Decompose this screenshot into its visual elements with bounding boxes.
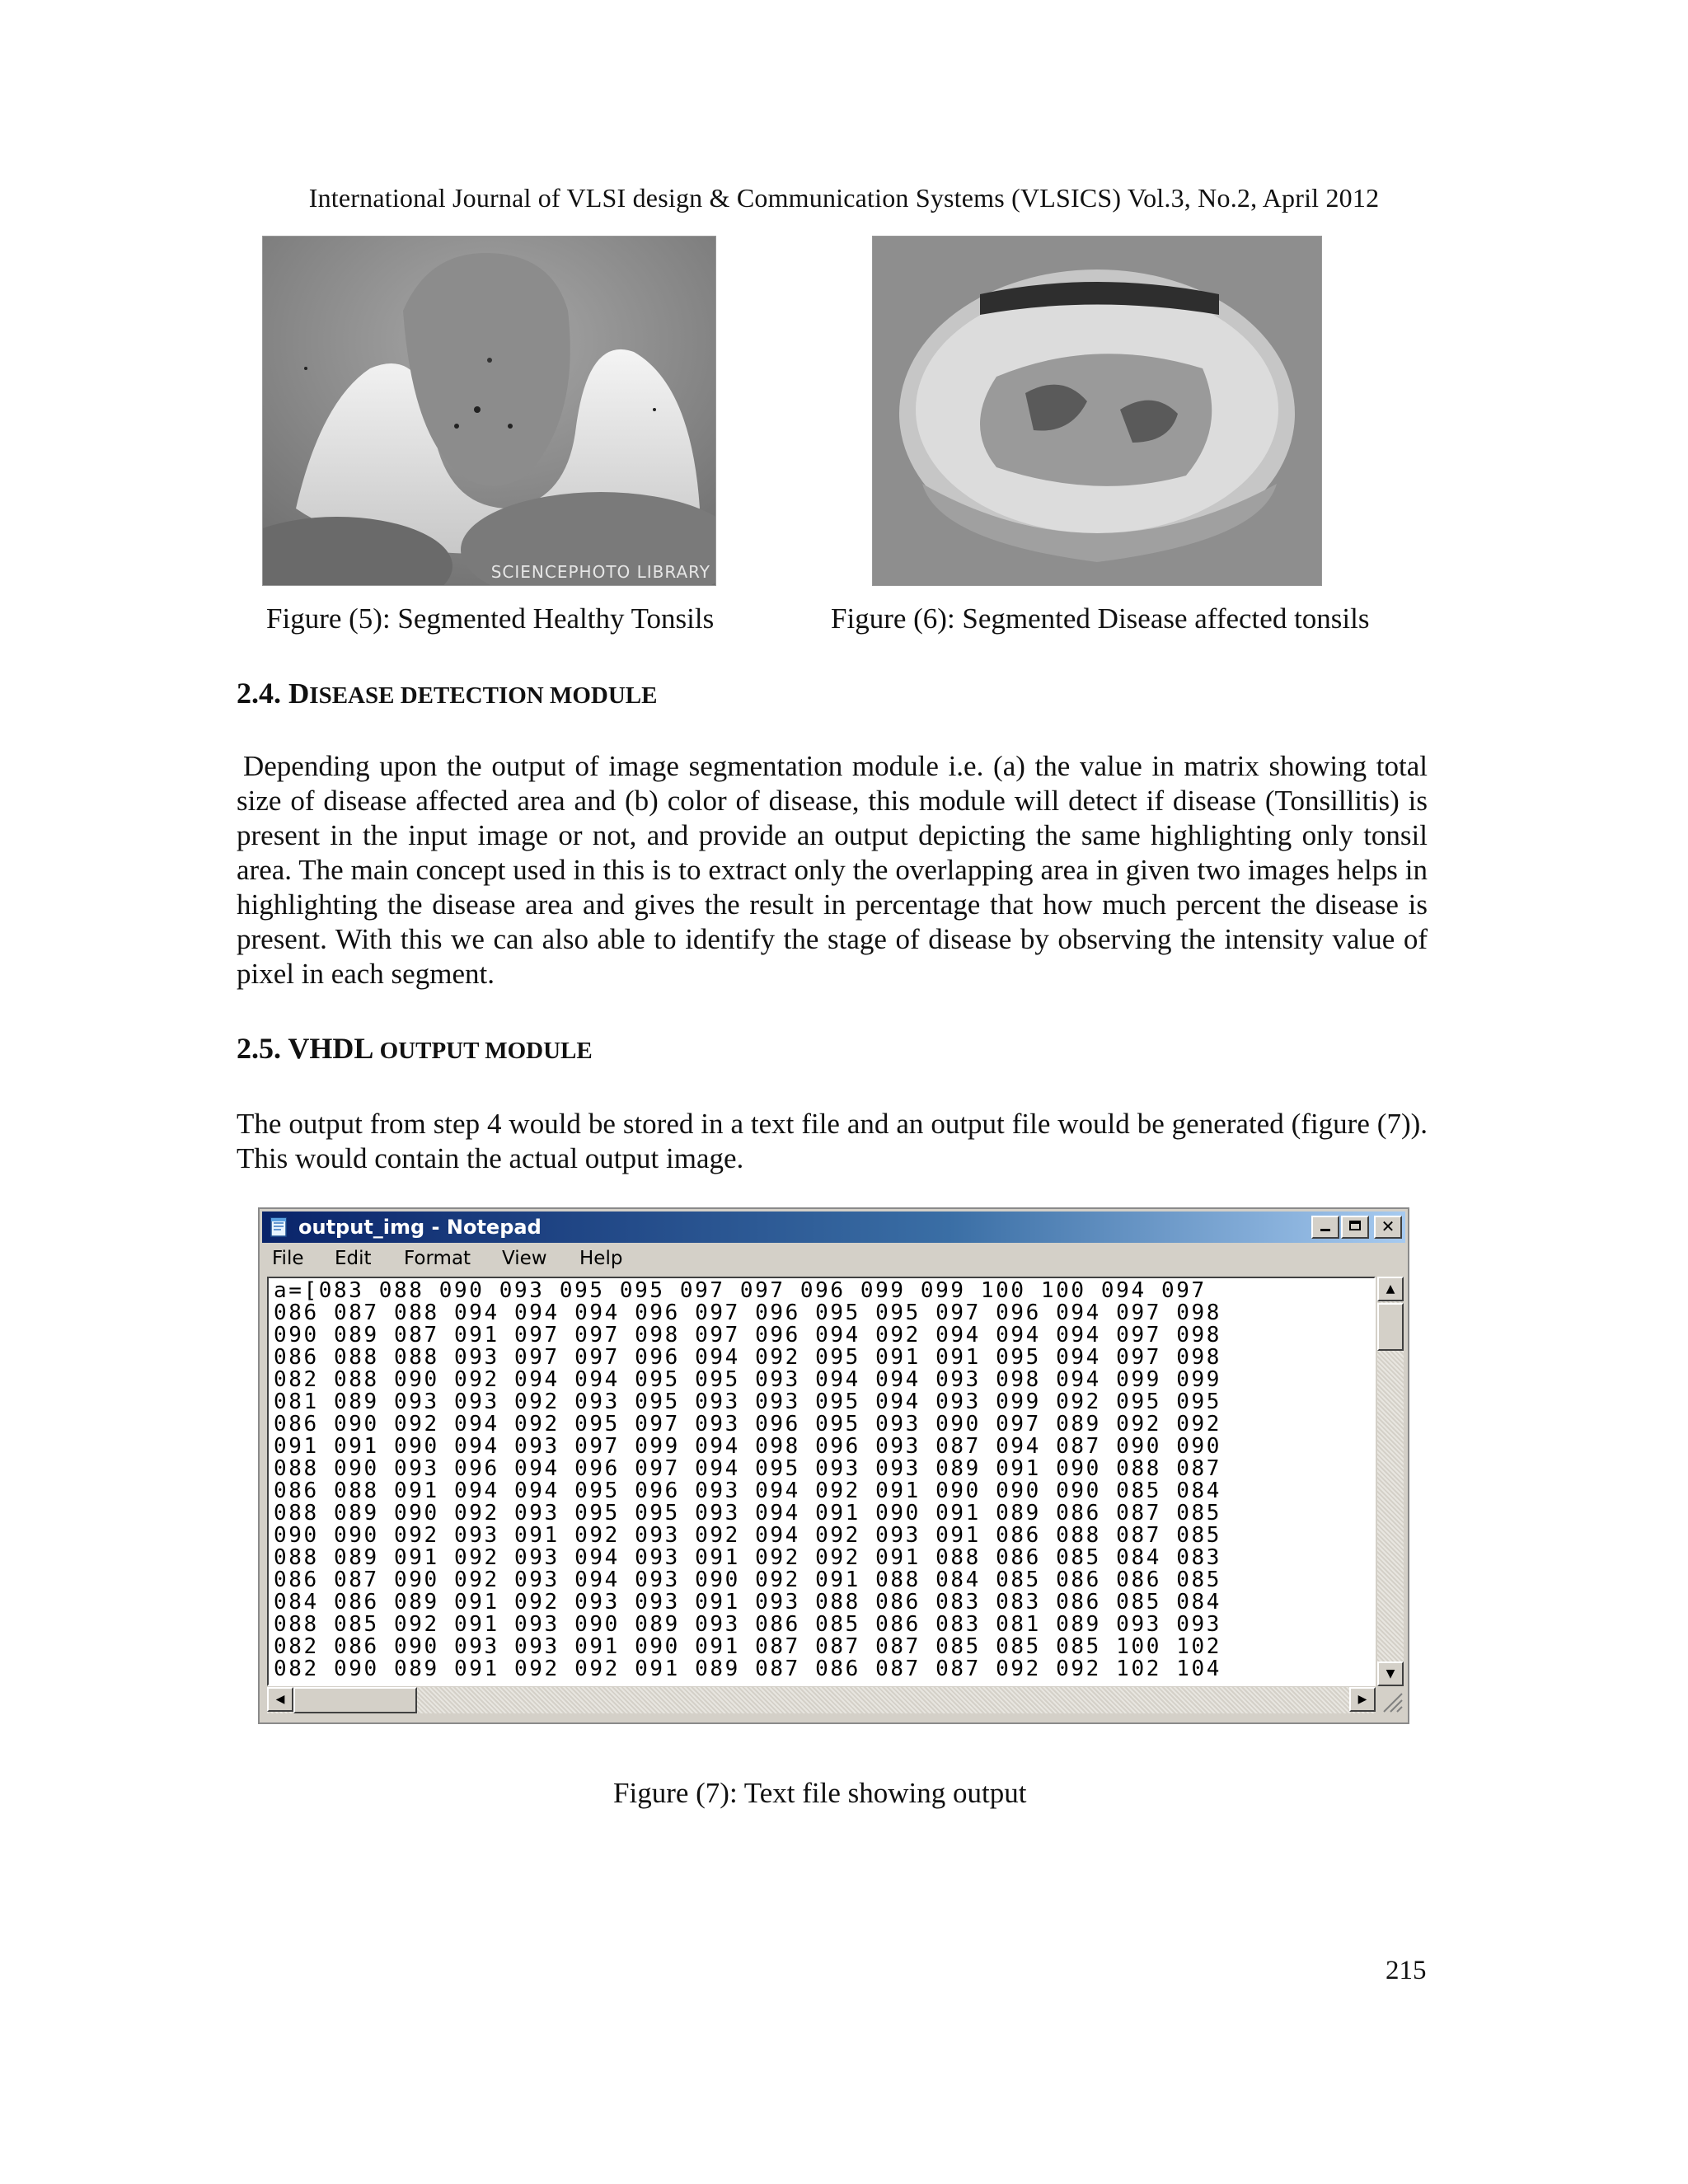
section-2-5-paragraph: The output from step 4 would be stored in a text file and an output file would be generated (figure (7)). This would contain the actual output image.: [237, 1108, 1428, 1174]
scroll-up-button[interactable]: ▲: [1377, 1277, 1404, 1301]
resize-grip-icon[interactable]: [1377, 1687, 1404, 1713]
menu-file[interactable]: File: [272, 1248, 304, 1269]
notepad-content[interactable]: a=[083 088 090 093 095 095 097 097 096 099 099 100 100 094 097 086 087 088 094 094 094 096 097 096 095 095 097 096 094 097 098 090 089 087 091 097 097 098 097 096 094 092 094 094 094 097 098 086 088 088 093 097 097 096 094 092 095 091 091 095 094 097 098 082 088 090 092 094 094 095 095 093 094 094 093 098 094 099 099 081 089 093 093 092 093 095 093 093 095 094 093 099 092 095 095 086 090 092 094 092 095 097 093 096 095 093 090 097 089 092 092 091 091 090 094 093 097 099 094 098 096 093 087 094 087 090 090 088 090 093 096 094 096 097 094 095 093 093 089 091 090 088 087 086 088 091 094 094 095 096 093 094 092 091 090 090 090 085 084 088 089 090 092 093 095 095 093 094 091 090 091 089 086 087 085 090 090 092 093 091 092 093 092 094 092 093 091 086 088 087 085 088 089 091 092 093 094 093 091 092 092 091 088 086 085 084 083 086 087 090 092 093 094 093 090 092 091 088 084 085 086 086 085 084 086 089 091 092 093 093 091 093 088 086 083 083 086 085 084 088 085 092 091 093 090 089 093 086 085 086 083 081 089 093 093 082 086 090 093 093 091 090 091 087 087 087 085 085 085 100 102 082 090 089 091 092 092 091 089 087 086 087 087 092 092 102 104: [274, 1278, 1221, 1681]
notepad-titlebar[interactable]: [262, 1212, 1405, 1243]
horizontal-scroll-thumb[interactable]: [293, 1687, 417, 1713]
vertical-scrollbar[interactable]: [1377, 1277, 1404, 1686]
notepad-window: [258, 1207, 1409, 1724]
running-header: International Journal of VLSI design & Communication Systems (VLSICS) Vol.3, No.2, April 2012: [308, 183, 1380, 213]
close-icon: ✕: [1381, 1216, 1395, 1236]
figure-5-watermark: SCIENCEPHOTO LIBRARY: [490, 562, 710, 582]
scroll-down-button[interactable]: ▼: [1377, 1661, 1404, 1686]
scroll-right-button[interactable]: ▶: [1349, 1687, 1376, 1712]
horizontal-scrollbar[interactable]: [267, 1687, 1376, 1713]
figure-5-image: [262, 236, 716, 586]
page-number: 215: [1386, 1956, 1427, 1985]
menu-format[interactable]: Format: [404, 1248, 471, 1269]
figure-5-caption: Figure (5): Segmented Healthy Tonsils: [266, 602, 715, 635]
section-2-5-number: 2.5.: [237, 1032, 288, 1065]
maximize-button[interactable]: [1341, 1216, 1369, 1239]
section-2-4-number: 2.4.: [237, 677, 288, 710]
scroll-left-button[interactable]: ◀: [267, 1687, 293, 1712]
figure-6-caption: Figure (6): Segmented Disease affected tonsils: [831, 602, 1370, 635]
minimize-button[interactable]: [1311, 1216, 1339, 1239]
notepad-menubar: [262, 1244, 1405, 1272]
close-button[interactable]: [1374, 1216, 1402, 1239]
section-2-5-bold-word: VHDL: [288, 1032, 374, 1065]
section-2-4-heading: [237, 676, 658, 710]
section-2-4-title: ISEASE DETECTION MODULE: [309, 682, 658, 709]
notepad-title: output_img - Notepad: [298, 1216, 542, 1239]
maximize-icon: [1349, 1221, 1361, 1230]
section-2-5-heading: [237, 1031, 593, 1066]
section-2-4-paragraph: Depending upon the output of image segmentation module i.e. (a) the value in matrix showing total size of disease affected area and (b) color of disease, this module will detect if disease (Tonsillitis) is present in the input image or not, and provide an output depicting the same highlighting only tonsil area. The main concept used in this is to extract only the overlapping area in given two images helps in highlighting the disease area and gives the result in percentage that how much percent the disease is present. With this we can also able to identify the stage of disease by observing the intensity value of pixel in each segment.: [237, 750, 1428, 990]
notepad-app-icon: [269, 1216, 290, 1238]
menu-edit[interactable]: Edit: [335, 1248, 372, 1269]
figure-6-image: [872, 236, 1322, 586]
notepad-text-area[interactable]: [267, 1277, 1376, 1686]
vertical-scroll-thumb[interactable]: [1377, 1303, 1404, 1351]
section-2-5-title: OUTPUT MODULE: [373, 1038, 593, 1064]
menu-help[interactable]: Help: [579, 1248, 623, 1269]
menu-view[interactable]: View: [502, 1248, 547, 1269]
figure-7-caption: Figure (7): Text file showing output: [613, 1777, 1027, 1809]
minimize-icon: [1320, 1229, 1330, 1231]
section-2-4-cap: D: [288, 677, 310, 710]
